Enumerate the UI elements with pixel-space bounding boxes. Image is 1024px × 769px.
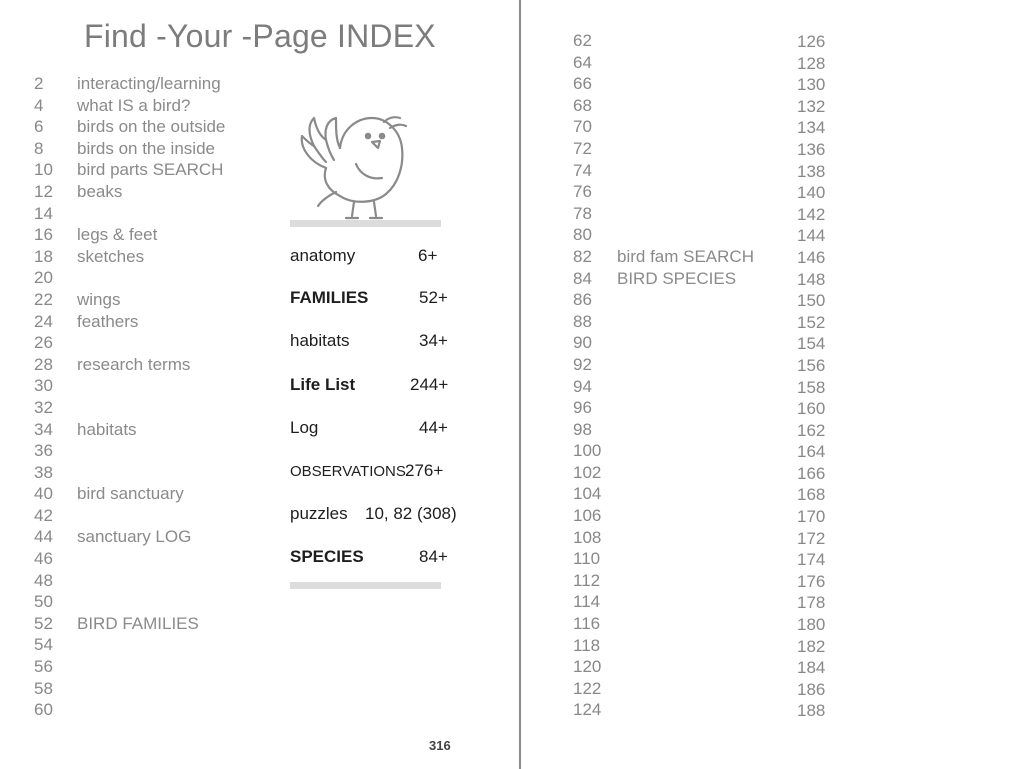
index-row bbox=[34, 419, 225, 441]
index-row bbox=[34, 73, 225, 95]
page-num: 92 bbox=[573, 354, 592, 374]
section-entry bbox=[290, 375, 465, 399]
index-row bbox=[34, 483, 225, 505]
page-num: 150 bbox=[797, 291, 826, 311]
page-num: 60 bbox=[34, 700, 53, 720]
divider-rule-top bbox=[290, 220, 441, 227]
page-num: 172 bbox=[797, 528, 826, 548]
index-row bbox=[573, 30, 754, 52]
index-row bbox=[34, 397, 225, 419]
index-row bbox=[34, 246, 225, 268]
page-num: 12 bbox=[34, 181, 53, 201]
index-row bbox=[573, 289, 754, 311]
index-row bbox=[573, 635, 754, 657]
index-row bbox=[573, 376, 754, 398]
page-num: 144 bbox=[797, 226, 826, 246]
page-num: 68 bbox=[573, 95, 592, 115]
section-label: puzzles bbox=[290, 504, 348, 523]
index-row bbox=[34, 181, 225, 203]
index-row bbox=[797, 247, 825, 269]
index-row bbox=[34, 375, 225, 397]
page-num: 182 bbox=[797, 636, 826, 656]
topic-label: research terms bbox=[77, 354, 191, 374]
index-row bbox=[573, 354, 754, 376]
page-num: 58 bbox=[34, 678, 53, 698]
topic-label: beaks bbox=[77, 181, 123, 201]
page-num: 178 bbox=[797, 593, 826, 613]
section-page: 34+ bbox=[419, 331, 448, 350]
page-num: 72 bbox=[573, 138, 592, 158]
index-row bbox=[797, 53, 825, 75]
page-num: 146 bbox=[797, 247, 826, 267]
page-num: 154 bbox=[797, 334, 826, 354]
index-row bbox=[573, 95, 754, 117]
page-num: 130 bbox=[797, 75, 826, 95]
topic-label: sanctuary LOG bbox=[77, 527, 192, 547]
page-num: 166 bbox=[797, 463, 826, 483]
page-num: 164 bbox=[797, 442, 826, 462]
page-num: 62 bbox=[573, 31, 592, 50]
page-num: 40 bbox=[34, 484, 53, 504]
index-row bbox=[34, 203, 225, 225]
index-row bbox=[573, 527, 754, 549]
section-page: 52+ bbox=[419, 288, 448, 307]
section-page: 84+ bbox=[419, 547, 448, 566]
page-num: 80 bbox=[573, 225, 592, 245]
section-entry bbox=[290, 418, 465, 442]
index-row bbox=[34, 656, 225, 678]
left-index-list bbox=[34, 73, 225, 721]
page-num: 186 bbox=[797, 679, 826, 699]
index-row bbox=[797, 74, 825, 96]
page-num: 24 bbox=[34, 311, 53, 331]
page-num: 42 bbox=[34, 505, 53, 525]
page-num: 64 bbox=[573, 52, 592, 72]
index-row bbox=[34, 138, 225, 160]
page-num: 90 bbox=[573, 333, 592, 353]
index-row bbox=[573, 73, 754, 95]
page-num: 128 bbox=[797, 53, 826, 73]
index-row bbox=[34, 289, 225, 311]
page-num: 108 bbox=[573, 527, 602, 547]
index-row bbox=[797, 355, 825, 377]
page-num: 76 bbox=[573, 182, 592, 202]
section-page: 6+ bbox=[418, 246, 438, 265]
page-num: 86 bbox=[573, 290, 592, 310]
index-row bbox=[34, 462, 225, 484]
index-row bbox=[797, 679, 825, 701]
page-num: 112 bbox=[573, 570, 601, 590]
index-row bbox=[573, 483, 754, 505]
topic-label: BIRD FAMILIES bbox=[77, 613, 199, 633]
topic-label: BIRD SPECIES bbox=[617, 268, 737, 288]
page-num: 74 bbox=[573, 160, 592, 180]
index-row bbox=[797, 161, 825, 183]
index-row bbox=[34, 570, 225, 592]
index-row bbox=[797, 333, 825, 355]
index-row bbox=[797, 506, 825, 528]
index-row bbox=[34, 116, 225, 138]
page-num: 96 bbox=[573, 398, 592, 418]
index-row bbox=[34, 311, 225, 333]
page-num: 136 bbox=[797, 139, 826, 159]
index-row bbox=[34, 613, 225, 635]
index-row bbox=[573, 116, 754, 138]
index-row bbox=[797, 420, 825, 442]
topic-label: bird sanctuary bbox=[77, 484, 184, 504]
index-row bbox=[34, 591, 225, 613]
page-divider bbox=[519, 0, 521, 769]
page-num: 114 bbox=[573, 592, 601, 612]
index-row bbox=[573, 268, 754, 290]
page-num: 162 bbox=[797, 420, 826, 440]
section-label: FAMILIES bbox=[290, 288, 369, 307]
section-entry bbox=[290, 288, 465, 312]
index-row bbox=[34, 678, 225, 700]
page-num: 140 bbox=[797, 183, 826, 203]
page-num: 176 bbox=[797, 571, 826, 591]
index-row bbox=[797, 700, 825, 722]
index-row bbox=[573, 246, 754, 268]
page-num: 78 bbox=[573, 203, 592, 223]
index-row bbox=[797, 312, 825, 334]
index-row bbox=[797, 204, 825, 226]
page-num: 168 bbox=[797, 485, 826, 505]
section-label: OBSERVATIONS bbox=[290, 463, 406, 480]
section-page: 244+ bbox=[410, 375, 449, 394]
section-label: Life List bbox=[290, 375, 356, 394]
page-num: 34 bbox=[34, 419, 53, 439]
section-entry bbox=[290, 547, 465, 571]
page-num: 44 bbox=[34, 527, 53, 547]
index-row bbox=[797, 31, 825, 53]
page-title: Find -Your -Page INDEX bbox=[84, 18, 436, 54]
page-num: 16 bbox=[34, 225, 53, 245]
page-num: 124 bbox=[573, 700, 602, 720]
page-num: 152 bbox=[797, 312, 826, 332]
section-page: 276+ bbox=[405, 461, 444, 480]
page-num: 48 bbox=[34, 570, 53, 590]
section-page: 44+ bbox=[419, 418, 448, 437]
page-num: 18 bbox=[34, 246, 53, 266]
index-row bbox=[573, 591, 754, 613]
page-num: 66 bbox=[573, 74, 592, 94]
topic-label: bird parts SEARCH bbox=[77, 160, 224, 180]
index-row bbox=[797, 528, 825, 550]
index-row bbox=[797, 592, 825, 614]
page-num: 38 bbox=[34, 462, 53, 482]
page-num: 36 bbox=[34, 441, 53, 461]
index-row bbox=[34, 548, 225, 570]
index-row bbox=[797, 269, 825, 291]
page-num: 132 bbox=[797, 96, 826, 116]
index-row bbox=[573, 656, 754, 678]
page-num: 138 bbox=[797, 161, 826, 181]
topic-label: habitats bbox=[77, 419, 137, 439]
index-row bbox=[797, 139, 825, 161]
index-row bbox=[34, 95, 225, 117]
page-num: 6 bbox=[34, 117, 44, 137]
page-num: 98 bbox=[573, 419, 592, 439]
topic-label: wings bbox=[77, 289, 121, 309]
page-num: 94 bbox=[573, 376, 592, 396]
page-num: 82 bbox=[573, 246, 592, 266]
index-row bbox=[573, 224, 754, 246]
page-num: 120 bbox=[573, 657, 602, 677]
page-num: 118 bbox=[573, 635, 601, 655]
page-num: 126 bbox=[797, 32, 826, 51]
topic-label: feathers bbox=[77, 311, 139, 331]
topic-label: what IS a bird? bbox=[77, 95, 191, 115]
page-num: 180 bbox=[797, 615, 826, 635]
section-entry bbox=[290, 331, 465, 355]
section-entry bbox=[290, 461, 465, 485]
index-row bbox=[573, 699, 754, 721]
index-row bbox=[34, 354, 225, 376]
index-row bbox=[797, 377, 825, 399]
page-num: 188 bbox=[797, 701, 826, 721]
page-num: 70 bbox=[573, 117, 592, 137]
index-row bbox=[34, 526, 225, 548]
page-num: 2 bbox=[34, 74, 44, 93]
page-num: 30 bbox=[34, 376, 53, 396]
index-row bbox=[34, 159, 225, 181]
bird-illustration bbox=[296, 108, 418, 224]
right-index-list-1 bbox=[573, 30, 754, 721]
index-row bbox=[797, 398, 825, 420]
page-num: 46 bbox=[34, 549, 53, 569]
index-row bbox=[34, 224, 225, 246]
index-row bbox=[573, 505, 754, 527]
divider-rule-bottom bbox=[290, 582, 441, 589]
page-number: 316 bbox=[429, 738, 451, 753]
index-row bbox=[573, 160, 754, 182]
page-num: 122 bbox=[573, 678, 602, 698]
index-row bbox=[573, 52, 754, 74]
page-num: 104 bbox=[573, 484, 602, 504]
index-row bbox=[797, 182, 825, 204]
index-row bbox=[573, 678, 754, 700]
page-num: 170 bbox=[797, 507, 826, 527]
page-num: 174 bbox=[797, 550, 826, 570]
index-row bbox=[573, 440, 754, 462]
index-row bbox=[34, 267, 225, 289]
topic-label: legs & feet bbox=[77, 225, 158, 245]
index-row bbox=[573, 332, 754, 354]
page-num: 88 bbox=[573, 311, 592, 331]
page-num: 102 bbox=[573, 462, 602, 482]
page-num: 148 bbox=[797, 269, 826, 289]
page-num: 28 bbox=[34, 354, 53, 374]
index-row bbox=[797, 96, 825, 118]
page-num: 22 bbox=[34, 289, 53, 309]
page-num: 106 bbox=[573, 506, 602, 526]
index-row bbox=[573, 311, 754, 333]
page-num: 56 bbox=[34, 657, 53, 677]
index-row bbox=[797, 571, 825, 593]
index-row bbox=[573, 138, 754, 160]
page-num: 110 bbox=[573, 549, 601, 569]
page-num: 156 bbox=[797, 355, 826, 375]
page-num: 160 bbox=[797, 399, 826, 419]
index-row bbox=[34, 332, 225, 354]
section-label: anatomy bbox=[290, 246, 356, 265]
index-row bbox=[797, 290, 825, 312]
page-num: 52 bbox=[34, 613, 53, 633]
index-row bbox=[573, 462, 754, 484]
index-row bbox=[573, 548, 754, 570]
page-num: 20 bbox=[34, 268, 53, 288]
topic-label: sketches bbox=[77, 246, 145, 266]
page-num: 4 bbox=[34, 95, 44, 115]
index-row bbox=[573, 203, 754, 225]
index-row bbox=[34, 634, 225, 656]
page-num: 26 bbox=[34, 333, 53, 353]
page-num: 32 bbox=[34, 397, 53, 417]
index-row bbox=[797, 441, 825, 463]
page-num: 100 bbox=[573, 441, 602, 461]
index-row bbox=[797, 484, 825, 506]
index-row bbox=[573, 570, 754, 592]
index-row bbox=[573, 397, 754, 419]
index-row bbox=[797, 657, 825, 679]
section-label: Log bbox=[290, 418, 319, 437]
page-num: 158 bbox=[797, 377, 826, 397]
page-num: 54 bbox=[34, 635, 53, 655]
right-index-list-2 bbox=[797, 31, 825, 722]
section-label: habitats bbox=[290, 331, 350, 350]
index-row bbox=[34, 505, 225, 527]
page-num: 14 bbox=[34, 203, 53, 223]
page-num: 134 bbox=[797, 118, 826, 138]
index-row bbox=[34, 699, 225, 721]
index-row bbox=[797, 117, 825, 139]
page-num: 84 bbox=[573, 268, 592, 288]
page-num: 8 bbox=[34, 138, 44, 158]
page-num: 50 bbox=[34, 592, 53, 612]
topic-label: birds on the outside bbox=[77, 117, 226, 137]
section-page: 10, 82 (308) bbox=[365, 504, 457, 523]
index-row bbox=[797, 614, 825, 636]
section-entry bbox=[290, 246, 465, 270]
topic-label: bird fam SEARCH bbox=[617, 246, 754, 266]
page-num: 142 bbox=[797, 204, 826, 224]
topic-label: birds on the inside bbox=[77, 138, 215, 158]
index-row bbox=[573, 613, 754, 635]
page-num: 184 bbox=[797, 658, 826, 678]
section-entry bbox=[290, 504, 465, 528]
index-row bbox=[34, 440, 225, 462]
page-num: 116 bbox=[573, 614, 601, 634]
section-label: SPECIES bbox=[290, 547, 364, 566]
index-row bbox=[797, 225, 825, 247]
index-row bbox=[797, 636, 825, 658]
index-row bbox=[797, 549, 825, 571]
index-row bbox=[573, 419, 754, 441]
index-row bbox=[797, 463, 825, 485]
page-num: 10 bbox=[34, 160, 53, 180]
topic-label: interacting/learning bbox=[77, 74, 221, 93]
index-row bbox=[573, 181, 754, 203]
